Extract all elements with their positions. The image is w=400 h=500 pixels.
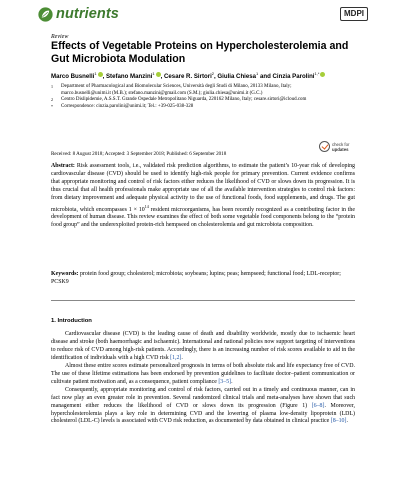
orcid-icon[interactable]: [320, 72, 325, 77]
check-updates-icon: [319, 141, 330, 152]
journal-logo[interactable]: [38, 6, 119, 22]
paragraph: Almost these entire scores estimate personalized prognosis in terms of both absolute risk and life expectancy free of CVD. The use of these lifetime estimations has been endorsed by prevention guidelines to facilitate doctor–patient communication or cultivate patient motivation and, as a consequence, patient compliance [3–5].: [51, 362, 355, 385]
publisher-logo[interactable]: MDPI: [340, 7, 368, 21]
section-heading: 1. Introduction: [51, 318, 92, 324]
introduction-body: [51, 331, 355, 426]
author-name[interactable]: Cesare R. Sirtori: [164, 73, 212, 81]
abstract-label: Abstract:: [51, 163, 75, 169]
citation-link[interactable]: [6–8]: [311, 402, 325, 409]
correspondence: * Correspondence: cinzia.parolini@unimi.it; Tel.: +39-025-038-328: [51, 103, 194, 109]
article-title: Effects of Vegetable Proteins on Hypercholesterolemia and Gut Microbiota Modulation: [51, 40, 349, 65]
affiliation-item: 1 Department of Pharmacological and Biomolecular Sciences, Università degli Studi di Milano, 20133 Milano, Italy; marco.busnelli@unimi.it (M.B.); stefano.manzini@gmail.com (S.M.); giulia.chiesa@unimi.it (G.C.): [51, 84, 292, 96]
affiliation-item: 2 Centro Dislipidemie, A.S.S.T. Grande Ospedale Metropolitano Niguarda, 220162 Milano, Italy; cesare.sirtori@icloud.com: [51, 97, 307, 102]
author-name[interactable]: Marco Busnelli: [51, 73, 95, 81]
abstract: Abstract: Risk assessment tools, i.e., validated risk prediction algorithms, to estimate the patient’s 10-year risk of developing cardiovascular disease (CVD) should be used to identify high-risk people for primary prevention. Current evidence confirms that appropriate monitoring and control of risk factors either reduces the likelihood of CVD or slows down its progression. It is thus crucial that all health professionals make appropriate use of all the available intervention strategies to control risk factors: from dietary improvement and adequate physical activity to the use of functional foods, food supplements, and drugs. The gut microbiota, which encompasses $1 \times 10^{14}$ resident microorganisms, has been recently recognized as a contributing factor in the development of human disease. This review examines the effect of both some vegetable food components belong to the “protein food group” and the underexploited protein-rich hempseed on cholesterolemia and gut microbiota composition.: [51, 163, 355, 229]
publication-dates: Received: 8 August 2018; Accepted: 3 September 2018; Published: 6 September 2018: [51, 151, 227, 157]
check-for-updates-button[interactable]: check for updates: [319, 141, 359, 157]
section-divider: [51, 300, 355, 301]
citation-link[interactable]: [1,2]: [170, 354, 182, 361]
leaf-icon: [38, 7, 53, 22]
keywords: Keywords: protein food group; cholesterol; microbiota; soybeans; lupins; peas; hempseed; functional food; LDL-receptor; PCSK9: [51, 271, 341, 285]
author-name[interactable]: Cinzia Parolini: [272, 73, 315, 81]
author-name[interactable]: Giulia Chiesa: [217, 73, 257, 81]
citation-link[interactable]: [8–10]: [330, 418, 347, 425]
author-list: Marco Busnelli$^1$ , Stefano Manzini$^1$ , Cesare R. Sirtori$^2$, Giulia Chiesa$^1$ and Cinzia Parolini$^{1,*}$: [51, 70, 355, 81]
journal-header: [38, 5, 368, 27]
paragraph: Consequently, appropriate monitoring and control of risk factors, carried out in a timely and continuous manner, can in fact now play an even greater role in prevention. Several randomized clinical trials and meta-analyses have shown that such management either reduces the likelihood of CVD or slows down its progression (Figure 1) [6–8]. Moreover, hypercholesterolemia plays a key role in determining CVD and the lowering of plasma low-density lipoprotein (LDL) cholesterol (LDL-C) levels is associated with CVD risk reduction, as documented by data obtained in clinical practice [8–10].: [51, 386, 355, 425]
author-name[interactable]: Stefano Manzini: [105, 73, 153, 81]
paragraph: Cardiovascular disease (CVD) is the leading cause of death and disability worldwide, mostly due to ischaemic heart disease and stroke (both haemorrhagic and ischaemic). International and national policies now support targeting of interventions to reduce risk of CVD among high-risk patients. Accordingly, there is an increasing number of risk scores available to aid in the identification of individuals with a high CVD risk [1,2].: [51, 331, 355, 361]
citation-link[interactable]: [3–5]: [218, 378, 232, 385]
journal-name: nutrients: [56, 6, 119, 22]
keywords-label: Keywords:: [51, 271, 79, 277]
article-type: Review: [51, 34, 69, 40]
affiliations: [51, 84, 311, 110]
